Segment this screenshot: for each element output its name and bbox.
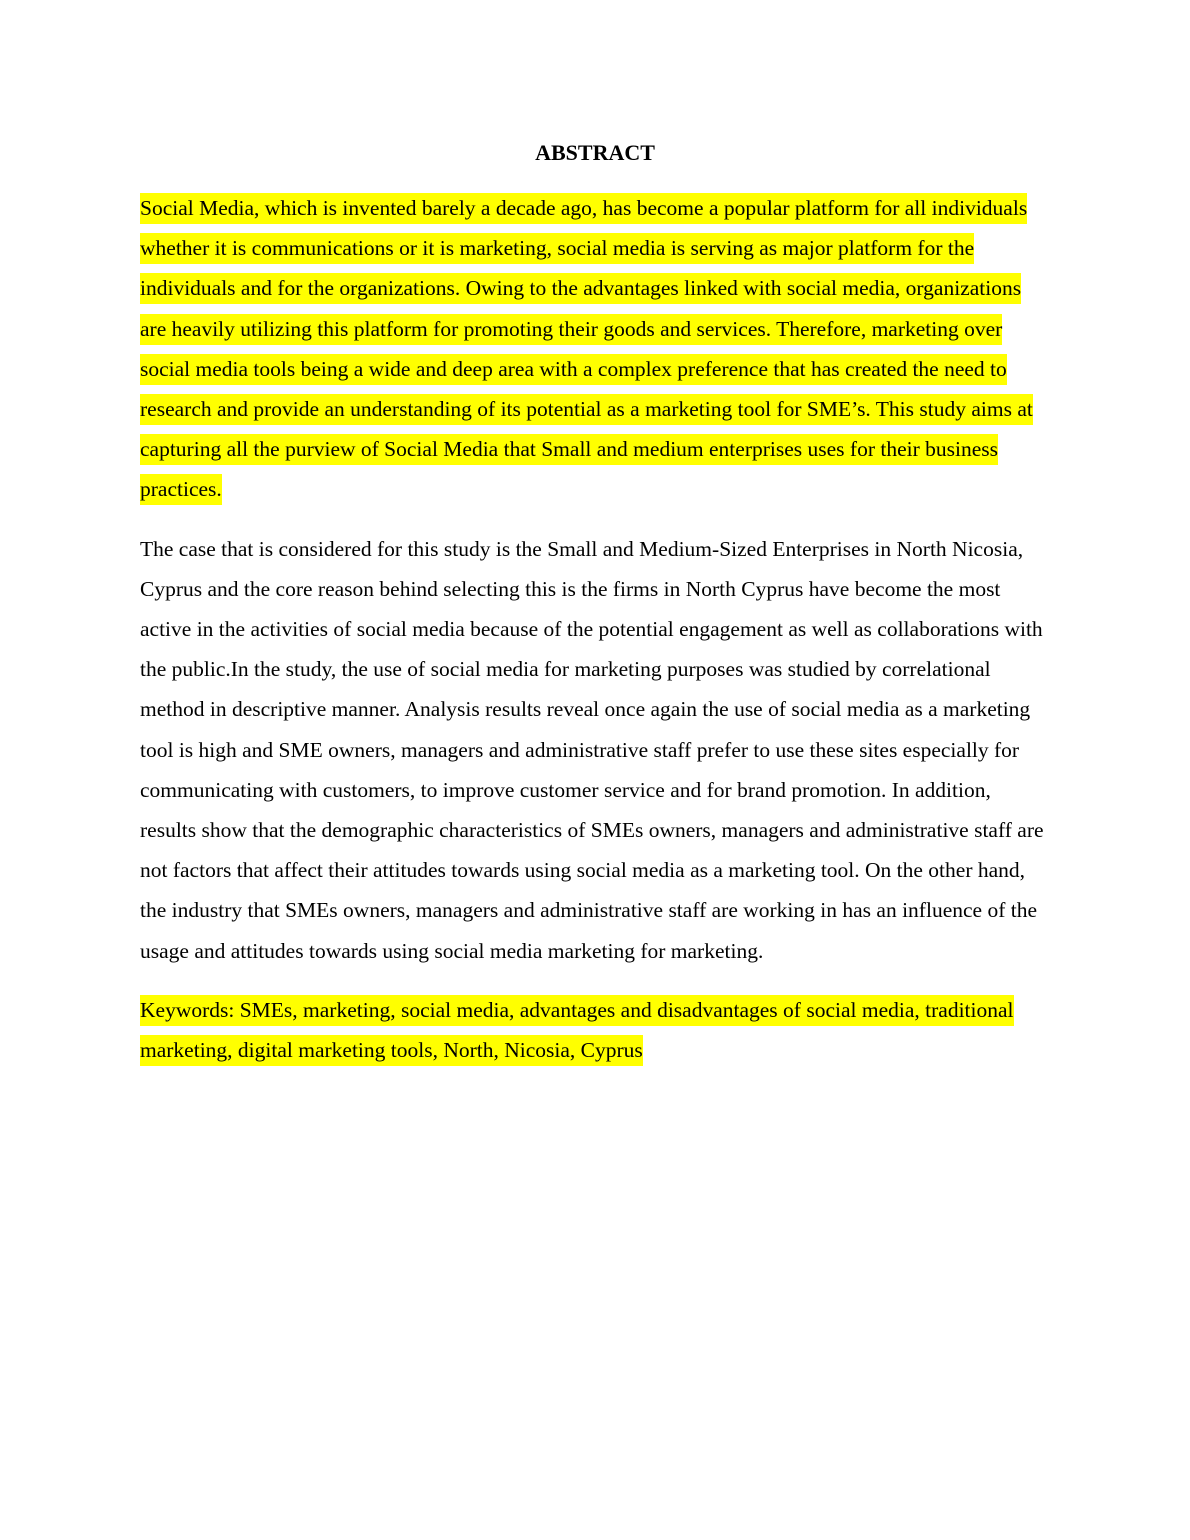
- highlighted-text: Social Media, which is invented barely a decade ago, has become a popular platform for all individuals whether it is communications or it is marketing, social media is serving as major platform for the individuals and for the organizations. Owing to the advantages linked with social media, organizations are heavily utilizing this platform for promoting their goods and services. Therefore, marketing over social media tools being a wide and deep area with a complex preference that has created the need to research and provide an understanding of its potential as a marketing tool for SME’s. This study aims at capturing all the purview of Social Media that Small and medium enterprises uses for their business practices.: [140, 193, 1033, 505]
- document-body: [140, 138, 1050, 1089]
- keywords-text: Keywords: SMEs, marketing, social media, advantages and disadvantages of social media, traditional marketing, digital marketing tools, North, Nicosia, Cyprus: [140, 995, 1014, 1066]
- abstract-heading: ABSTRACT: [535, 140, 655, 165]
- abstract-paragraph: The case that is considered for this study is the Small and Medium-Sized Enterprises in North Nicosia, Cyprus and the core reason behind selecting this is the firms in North Cyprus have become the most active in the activities of social media because of the potential engagement as well as collaborations with the public.In the study, the use of social media for marketing purposes was studied by correlational method in descriptive manner. Analysis results reveal once again the use of social media as a marketing tool is high and SME owners, managers and administrative staff prefer to use these sites especially for communicating with customers, to improve customer service and for brand promotion. In addition, results show that the demographic characteristics of SMEs owners, managers and administrative staff are not factors that affect their attitudes towards using social media as a marketing tool. On the other hand, the industry that SMEs owners, managers and administrative staff are working in has an influence of the usage and attitudes towards using social media marketing for marketing.: [140, 536, 1044, 963]
- abstract-paragraph-highlighted: [140, 188, 1050, 510]
- keywords-paragraph: [140, 990, 1050, 1070]
